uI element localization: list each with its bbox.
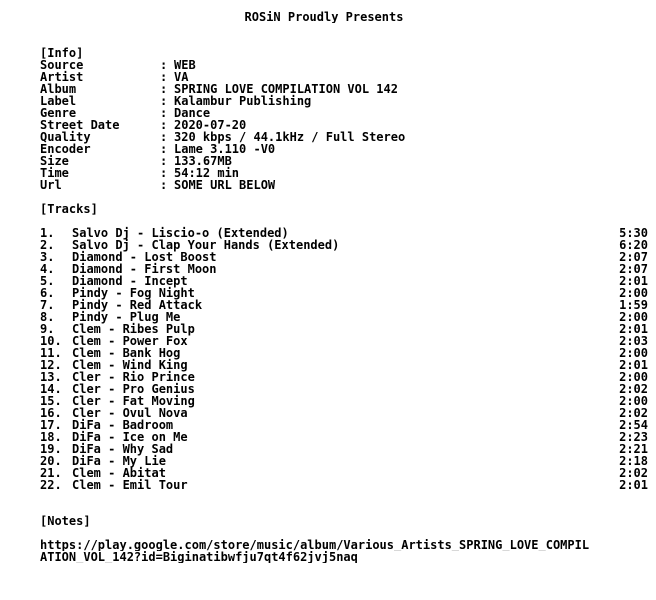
track-duration: 5:30 xyxy=(619,226,648,240)
track-title: DiFa - My Lie xyxy=(72,454,166,468)
track-number: 18. xyxy=(40,430,62,444)
info-value: VA xyxy=(174,70,189,84)
track-number: 21. xyxy=(40,466,62,480)
track-list xyxy=(40,227,648,491)
info-key: Quality xyxy=(40,130,91,144)
track-title: Salvo Dj - Clap Your Hands (Extended) xyxy=(72,238,340,252)
track-duration: 1:59 xyxy=(619,298,648,312)
track-duration: 2:00 xyxy=(619,370,648,384)
spacer xyxy=(40,35,648,47)
track-title: Cler - Pro Genius xyxy=(72,382,195,396)
release-title: ROSiN Proudly Presents xyxy=(244,11,404,23)
track-number: 20. xyxy=(40,454,62,468)
info-row-label xyxy=(40,95,648,107)
info-key: Size xyxy=(40,154,69,168)
info-sep: : xyxy=(160,82,175,96)
track-number: 14. xyxy=(40,382,62,396)
info-value: 320 kbps / 44.1kHz / Full Stereo xyxy=(174,130,406,144)
track-title: Cler - Fat Moving xyxy=(72,394,195,408)
spacer xyxy=(40,491,648,503)
info-sep: : xyxy=(160,142,175,156)
notes-url-line-2: ATION_VOL_142?id=Biginatibwfju7qt4f62jvj5naq xyxy=(40,551,358,563)
info-sep: : xyxy=(160,130,175,144)
track-number: 10. xyxy=(40,334,62,348)
info-sep: : xyxy=(160,58,175,72)
track-duration: 2:02 xyxy=(619,382,648,396)
info-value: 133.67MB xyxy=(174,154,232,168)
info-row-genre xyxy=(40,107,648,119)
track-number: 9. xyxy=(40,322,55,336)
info-key: Url xyxy=(40,178,62,192)
track-number: 6. xyxy=(40,286,55,300)
track-title: DiFa - Ice on Me xyxy=(72,430,188,444)
info-key: Album xyxy=(40,82,77,96)
track-number: 8. xyxy=(40,310,55,324)
track-number: 22. xyxy=(40,478,62,492)
spacer xyxy=(40,23,648,35)
info-value: Dance xyxy=(174,106,211,120)
info-sep: : xyxy=(160,118,175,132)
track-number: 5. xyxy=(40,274,55,288)
info-value: Kalambur Publishing xyxy=(174,94,312,108)
track-duration: 2:01 xyxy=(619,322,648,336)
track-title: Salvo Dj - Liscio-o (Extended) xyxy=(72,226,289,240)
track-duration: 2:00 xyxy=(619,394,648,408)
track-number: 17. xyxy=(40,418,62,432)
info-row-source xyxy=(40,59,648,71)
notes-heading: [Notes] xyxy=(40,514,91,528)
spacer xyxy=(40,527,648,539)
track-number: 13. xyxy=(40,370,62,384)
track-title: Clem - Wind King xyxy=(72,358,188,372)
track-duration: 2:07 xyxy=(619,250,648,264)
info-section xyxy=(40,59,648,191)
track-duration: 2:54 xyxy=(619,418,648,432)
track-number: 15. xyxy=(40,394,62,408)
track-title: Clem - Power Fox xyxy=(72,334,188,348)
info-value: SOME URL BELOW xyxy=(174,178,276,192)
track-duration: 2:18 xyxy=(619,454,648,468)
info-value: SPRING LOVE COMPILATION VOL 142 xyxy=(174,82,398,96)
info-row-size xyxy=(40,155,648,167)
info-key: Label xyxy=(40,94,77,108)
info-sep: : xyxy=(160,94,175,108)
track-title: Cler - Rio Prince xyxy=(72,370,195,384)
track-duration: 2:01 xyxy=(619,274,648,288)
info-key: Time xyxy=(40,166,69,180)
track-duration: 2:01 xyxy=(619,358,648,372)
track-number: 16. xyxy=(40,406,62,420)
spacer xyxy=(40,191,648,203)
track-title: DiFa - Badroom xyxy=(72,418,174,432)
track-duration: 2:03 xyxy=(619,334,648,348)
info-key: Encoder xyxy=(40,142,91,156)
track-title: Pindy - Red Attack xyxy=(72,298,203,312)
track-title: Clem - Emil Tour xyxy=(72,478,188,492)
info-heading: [Info] xyxy=(40,46,84,60)
info-key: Source xyxy=(40,58,84,72)
track-duration: 2:00 xyxy=(619,346,648,360)
info-sep: : xyxy=(160,70,175,84)
track-number: 19. xyxy=(40,442,62,456)
info-key: Street Date xyxy=(40,118,120,132)
track-duration: 2:02 xyxy=(619,406,648,420)
track-number: 12. xyxy=(40,358,62,372)
track-number: 7. xyxy=(40,298,55,312)
track-title: Pindy - Plug Me xyxy=(72,310,181,324)
tracks-heading: [Tracks] xyxy=(40,202,98,216)
track-duration: 2:07 xyxy=(619,262,648,276)
track-title: Clem - Abitat xyxy=(72,466,166,480)
info-row-encoder xyxy=(40,143,648,155)
info-key: Genre xyxy=(40,106,77,120)
track-number: 4. xyxy=(40,262,55,276)
info-sep: : xyxy=(160,166,175,180)
info-value: WEB xyxy=(174,58,196,72)
info-key: Artist xyxy=(40,70,84,84)
track-title: Diamond - Incept xyxy=(72,274,188,288)
info-row-url xyxy=(40,179,648,191)
info-value: Lame 3.110 -V0 xyxy=(174,142,276,156)
track-title: Diamond - First Moon xyxy=(72,262,217,276)
track-number: 1. xyxy=(40,226,55,240)
track-title: Diamond - Lost Boost xyxy=(72,250,217,264)
track-number: 2. xyxy=(40,238,55,252)
track-duration: 6:20 xyxy=(619,238,648,252)
info-row-quality xyxy=(40,131,648,143)
info-sep: : xyxy=(160,178,175,192)
track-duration: 2:00 xyxy=(619,286,648,300)
track-title: Cler - Ovul Nova xyxy=(72,406,188,420)
notes-url-line-1: https://play.google.com/store/music/album/Various_Artists_SPRING_LOVE_COMPIL xyxy=(40,539,590,551)
track-duration: 2:02 xyxy=(619,466,648,480)
spacer xyxy=(40,503,648,515)
track-number: 3. xyxy=(40,250,55,264)
info-value: 2020-07-20 xyxy=(174,118,247,132)
track-title: Clem - Bank Hog xyxy=(72,346,181,360)
info-row-album xyxy=(40,83,648,95)
track-duration: 2:23 xyxy=(619,430,648,444)
track-row xyxy=(40,479,648,491)
track-duration: 2:21 xyxy=(619,442,648,456)
info-sep: : xyxy=(160,106,175,120)
nfo-document xyxy=(40,11,648,563)
track-duration: 2:00 xyxy=(619,310,648,324)
track-title: Pindy - Fog Night xyxy=(72,286,195,300)
track-title: Clem - Ribes Pulp xyxy=(72,322,195,336)
track-number: 11. xyxy=(40,346,62,360)
track-duration: 2:01 xyxy=(619,478,648,492)
track-title: DiFa - Why Sad xyxy=(72,442,174,456)
info-value: 54:12 min xyxy=(174,166,240,180)
info-row-time xyxy=(40,167,648,179)
info-sep: : xyxy=(160,154,175,168)
